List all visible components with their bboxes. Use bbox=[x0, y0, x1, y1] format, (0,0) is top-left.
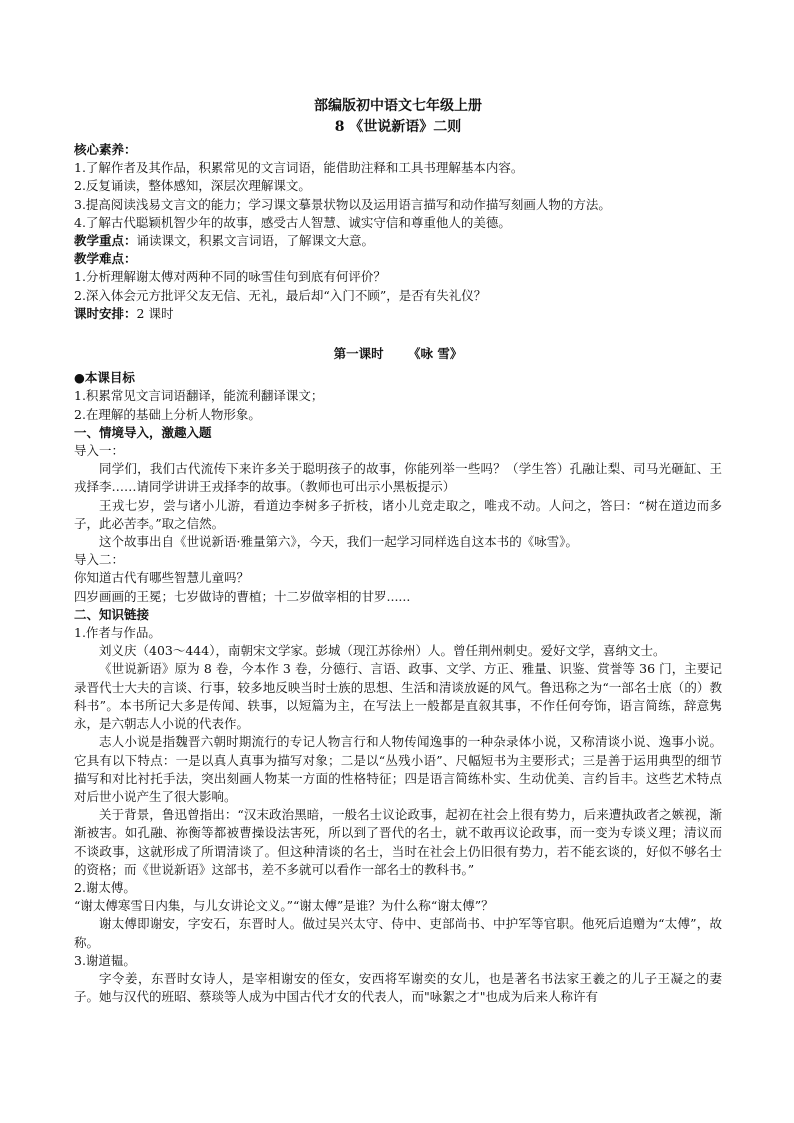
book-paragraph: 《世说新语》原为 8 卷，今本作 3 卷，分德行、言语、政事、文学、方正、雅量、识鉴、赏誉等 36 门，主要记录晋代士大夫的言谈、行事，较多地反映当时士族的思想、生活和清谈放诞的风气。鲁迅称之为“一部名士底（的）教科书”。本书所记大多是传闻、轶事，以短篇为主，在写法上一般都是直叙其事，不作任何夸饰，语言简练，辞意隽永，是六朝志人小说的代表作。 bbox=[74, 661, 722, 732]
core-item: 3.提高阅读浅易文言文的能力；学习课文摹景状物以及运用语言描写和动作描写刻画人物的方法。 bbox=[74, 196, 611, 212]
goal-item: 2.在理解的基础上分析人物形象。 bbox=[74, 406, 261, 422]
lesson-label: 第一课时 bbox=[333, 346, 384, 362]
difficulty-item: 2.深入体会元方批评父友无信、无礼，最后却“入门不顾”，是否有失礼仪？ bbox=[74, 287, 487, 303]
intro2-label: 导入二： bbox=[74, 552, 125, 568]
xie-taifu-paragraph: 谢太傅即谢安，字安石，东晋时人。做过吴兴太守、侍中、吏部尚书、中护军等官职。他死后追赠为“太傅”，故称。 bbox=[74, 916, 722, 950]
focus-line bbox=[74, 232, 722, 250]
document-body bbox=[74, 96, 722, 1006]
intro1-source: 这个故事出自《世说新语·雅量第六》，今天，我们一起学习同样选自这本书的《咏雪》。 bbox=[99, 534, 578, 550]
intro1-label: 导入一： bbox=[74, 443, 125, 459]
schedule-line bbox=[74, 305, 722, 323]
goals-heading: ●本课目标 bbox=[74, 370, 135, 386]
goal-item: 1.积累常见文言词语翻译，能流利翻译课文； bbox=[74, 388, 324, 404]
section2-heading: 二、知识链接 bbox=[74, 606, 150, 622]
core-item: 2.反复诵读，整体感知，深层次理解课文。 bbox=[74, 178, 311, 194]
intro2-answer: 四岁画画的王冕；七岁做诗的曹植；十二岁做宰相的甘罗...... bbox=[74, 588, 411, 604]
author-label: 1.作者与作品。 bbox=[74, 625, 161, 641]
difficulty-heading: 教学难点： bbox=[74, 251, 137, 267]
genre-paragraph: 志人小说是指魏晋六朝时期流行的专记人物言行和人物传闻逸事的一种杂录体小说，又称清谈小说、逸事小说。它具有以下特点：一是以真人真事为描写对象；二是以“丛残小语”、尺幅短书为主要形式；三是善于运用典型的细节描写和对比衬托手法，突出刻画人物某一方面的性格特征；四是语言简练朴实、生动优美、言约旨丰。这些艺术特点对后世小说产生了很大影响。 bbox=[74, 734, 722, 804]
xie-daoyun-label: 3.谢道韫。 bbox=[74, 952, 136, 968]
core-item: 4.了解古代聪颖机智少年的故事，感受古人智慧、诚实守信和尊重他人的美德。 bbox=[74, 214, 511, 230]
core-heading: 核心素养： bbox=[74, 142, 137, 157]
focus-text: 诵读课文，积累文言词语，了解课文大意。 bbox=[136, 233, 375, 249]
lesson-name: 《咏 雪》 bbox=[408, 346, 463, 362]
lesson-subtitle: 8 《世说新语》二则 bbox=[334, 119, 462, 135]
section1-heading: 一、情境导入，激趣入题 bbox=[74, 424, 212, 440]
intro1-paragraph: 同学们，我们古代流传下来许多关于聪明孩子的故事，你能列举一些吗？（学生答）孔融让梨、司马光砸缸、王戎择李……请同学讲讲王戎择李的故事。（教师也可出示小黑板提示） bbox=[74, 461, 722, 495]
author-paragraph: 刘义庆（403～444），南朝宋文学家。彭城（现江苏徐州）人。曾任荆州刺史。爱好文学，喜纳文士。 bbox=[99, 643, 666, 659]
intro1-story: 王戎七岁，尝与诸小儿游，看道边李树多子折枝，诸小儿竞走取之，唯戎不动。人问之，答曰：“树在道边而多子，此必苦李。”取之信然。 bbox=[74, 497, 722, 531]
xie-daoyun-paragraph: 字令姜，东晋时女诗人，是宰相谢安的侄女，安西将军谢奕的女儿，也是著名书法家王羲之的儿子王凝之的妻子。她与汉代的班昭、蔡琰等人成为中国古代才女的代表人，而"咏絮之才"也成为后来人称许有 bbox=[74, 970, 722, 1005]
core-item: 1.了解作者及其作品，积累常见的文言词语，能借助注释和工具书理解基本内容。 bbox=[74, 160, 524, 176]
intro2-question: 你知道古代有哪些智慧儿童吗？ bbox=[74, 570, 250, 586]
document-title: 部编版初中语文七年级上册 bbox=[314, 98, 482, 114]
difficulty-item: 1.分析理解谢太傅对两种不同的咏雪佳句到底有何评价？ bbox=[74, 269, 386, 285]
xie-taifu-label: 2.谢太傅。 bbox=[74, 879, 136, 895]
xie-taifu-question: “谢太傅寒雪日内集，与儿女讲论文义。”“谢太傅”是谁？为什么称“谢太傅”？ bbox=[74, 898, 494, 914]
background-paragraph: 关于背景，鲁迅曾指出：“汉末政治黑暗，一般名士议论政事，起初在社会上很有势力，后来遭执政者之嫉视，渐渐被害。如孔融、祢衡等都被曹操设法害死，所以到了晋代的名士，就不敢再议论政事，而一变为专谈义理；清议而不谈政事，这就形成了所谓清谈了。但这种清谈的名士，当时在社会上仍旧很有势力，若不能玄谈的，好似不够名士的资格；而《世说新语》这部书，差不多就可以看作一部名士的教科书。” bbox=[74, 807, 722, 877]
schedule-heading: 课时安排： bbox=[74, 305, 137, 321]
lesson-heading bbox=[74, 345, 722, 363]
focus-heading: 教学重点： bbox=[74, 233, 137, 249]
schedule-text: 2 课时 bbox=[136, 305, 174, 321]
